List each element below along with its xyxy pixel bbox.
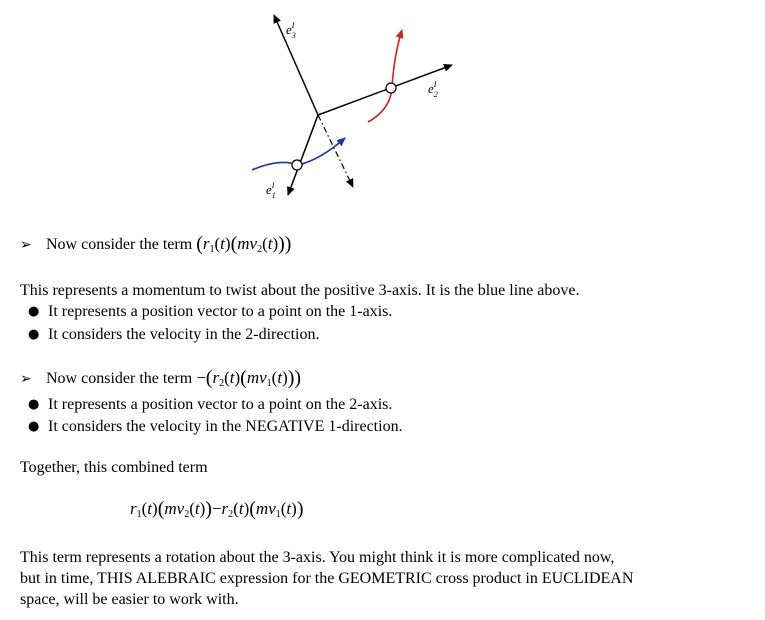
bullet-1-1: ● It represents a position vector to a point on the 1-axis.	[28, 303, 393, 320]
bullet-dot-icon: ●	[28, 304, 40, 319]
bullet-dot-icon: ●	[28, 327, 40, 342]
paragraph-rotation-line1: This term represents a rotation about the 3-axis. You might think it is more complicated now,	[20, 549, 615, 566]
cross-axis-dashed	[318, 115, 353, 187]
point-on-e2	[386, 83, 396, 93]
consider-term-1	[20, 234, 291, 260]
bullet-dot-icon: ●	[28, 419, 40, 434]
bullet-2-2: ● It considers the velocity in the NEGATIVE 1-direction.	[28, 418, 403, 435]
red-velocity-curve	[368, 30, 402, 122]
combined-equation: $r_1(t)(mv_2(t))-r_2(t)(mv_1(t))$	[130, 498, 304, 520]
consider-text-1: Now consider the term	[46, 236, 193, 253]
point-on-e1	[292, 160, 302, 170]
arrow-bullet-icon: ➢	[20, 237, 32, 253]
paragraph-together: Together, this combined term	[20, 459, 208, 476]
bullet-dot-icon: ●	[28, 397, 40, 412]
consider-term-2	[20, 368, 301, 394]
term-expression-1: $(r_1(t)(mv_2(t)))$	[196, 233, 292, 255]
paragraph-rotation-line2: but in time, THIS ALEBRAIC expression for the GEOMETRIC cross product in EUCLIDEAN	[20, 570, 634, 587]
axes-diagram	[240, 0, 470, 210]
e1-label: $e_1I$	[266, 181, 276, 200]
bullet-2-1: ● It represents a position vector to a point on the 2-axis.	[28, 396, 393, 413]
bullet-1-2: ● It considers the velocity in the 2-direction.	[28, 326, 320, 343]
e1-axis	[288, 115, 318, 195]
e3-label: $e_3I$	[286, 21, 296, 40]
paragraph-rotation-line3: space, will be easier to work with.	[20, 591, 239, 608]
e3-axis	[274, 15, 318, 115]
consider-text-2: Now consider the term	[46, 370, 193, 387]
paragraph-momentum: This represents a momentum to twist about the positive 3-axis. It is the blue line above.	[20, 282, 580, 299]
e2-label: $e_2I$	[428, 80, 438, 99]
term-expression-2: $-(r_2(t)(mv_1(t)))$	[196, 367, 302, 389]
axes-figure	[240, 0, 470, 210]
arrow-bullet-icon: ➢	[20, 371, 32, 387]
